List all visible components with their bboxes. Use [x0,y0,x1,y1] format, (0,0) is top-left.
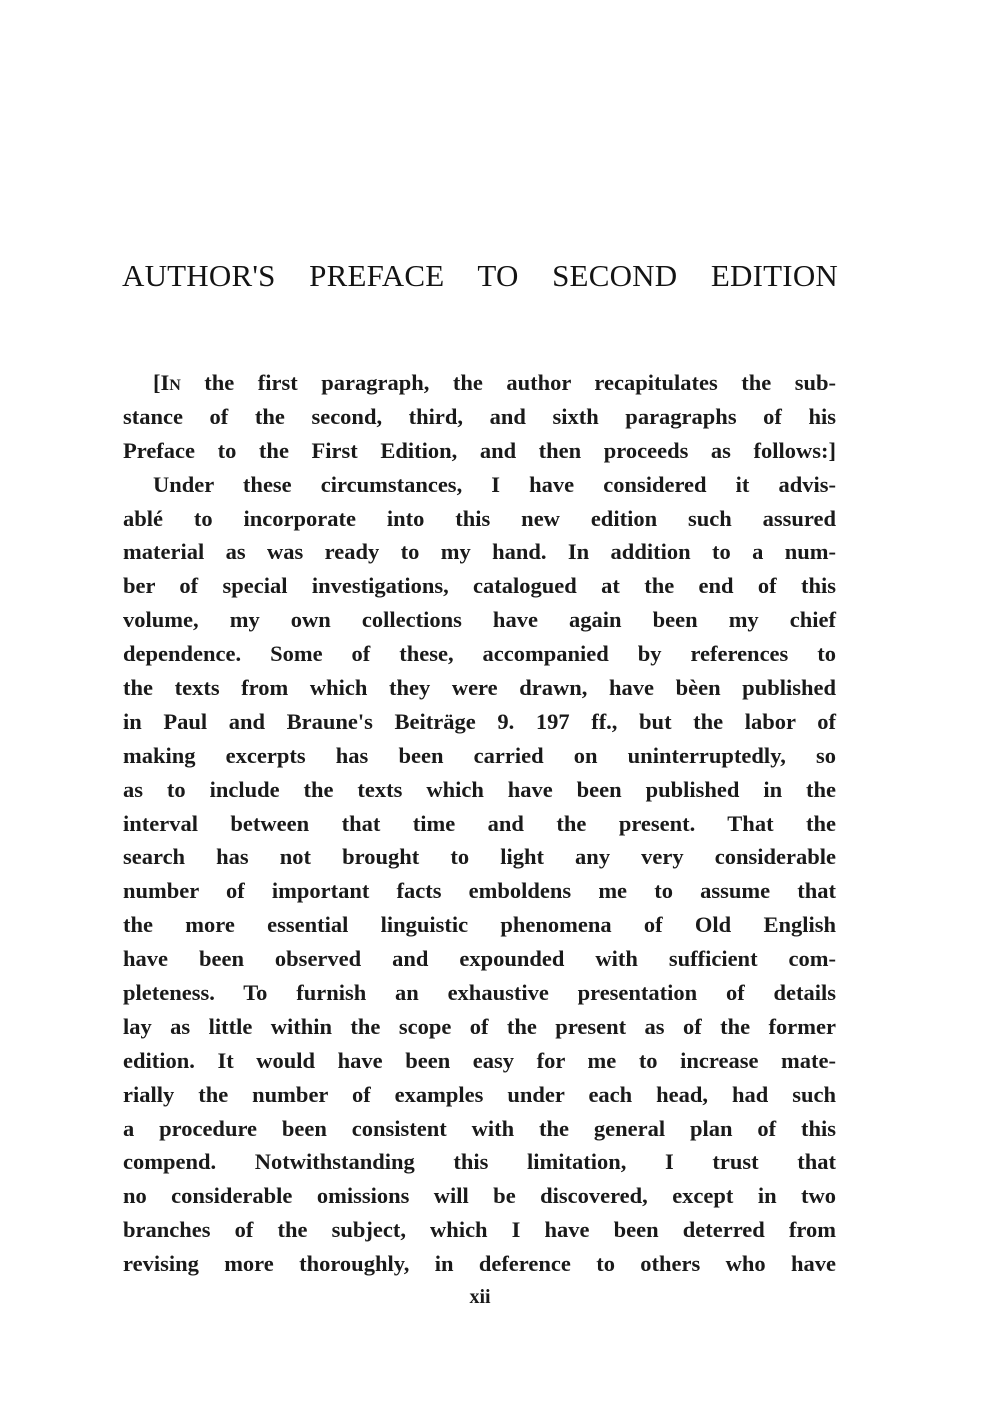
paragraph-line: interval between that time and the present. That the [123,810,836,836]
paragraph-line: no considerable omissions will be discovered, except in two [123,1183,836,1209]
editorial-note-line-3: Preface to the First Edition, and then proceeds as follows:] [123,437,836,463]
editorial-note-line-2: stance of the second, third, and sixth paragraphs of his [123,403,836,429]
paragraph-line: ber of special investigations, catalogued at the end of this [123,573,836,599]
preface-body [123,366,836,1281]
page-number: xii [469,1286,491,1308]
paragraph-line: branches of the subject, which I have been deterred from [123,1217,836,1243]
paragraph-line: making excerpts has been carried on uninterruptedly, so [123,742,836,768]
editorial-note-text: the first paragraph, the author recapitulates the sub- [180,370,836,395]
page-title: AUTHOR'S PREFACE TO SECOND EDITION [122,258,838,293]
paragraph-line: a procedure been consistent with the general plan of this [123,1115,836,1141]
paragraph-line: in Paul and Braune's Beiträge 9. 197 ff., but the labor of [123,708,836,734]
paragraph-line: the texts from which they were drawn, have bèen published [123,675,836,701]
editorial-note-opening: [In [153,370,181,395]
paragraph-line: have been observed and expounded with sufficient com- [123,946,836,972]
paragraph-line: pleteness. To furnish an exhaustive presentation of details [123,980,836,1006]
paragraph-line: lay as little within the scope of the present as of the former [123,1013,836,1039]
paragraph-line: edition. It would have been easy for me to increase mate- [123,1047,836,1073]
paragraph-line: dependence. Some of these, accompanied by references to [123,641,836,667]
paragraph-line: compend. Notwithstanding this limitation, I trust that [123,1149,836,1175]
paragraph-line: volume, my own collections have again been my chief [123,607,836,633]
editorial-note-line-1 [123,366,836,400]
paragraph-line: rially the number of examples under each head, had such [123,1081,836,1107]
paragraph-line: ablé to incorporate into this new edition such assured [123,505,836,531]
paragraph-line: material as was ready to my hand. In addition to a num- [123,539,836,565]
paragraph-line: search has not brought to light any very considerable [123,844,836,870]
paragraph-line: as to include the texts which have been published in the [123,776,836,802]
paragraph-line: the more essential linguistic phenomena of Old English [123,912,836,938]
paragraph-line: revising more thoroughly, in deference to others who have [123,1251,836,1277]
paragraph-line: Under these circumstances, I have considered it advis- [153,471,836,497]
paragraph-line: number of important facts emboldens me to assume that [123,878,836,904]
